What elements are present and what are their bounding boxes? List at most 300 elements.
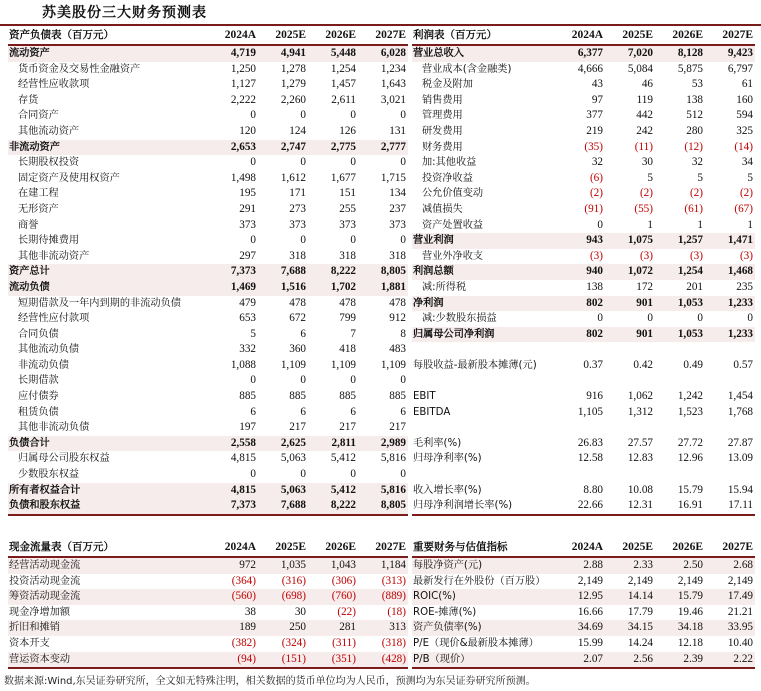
row-value: 3,021: [380, 93, 406, 106]
row-label: 非流动资产: [8, 140, 208, 156]
row-value: 1,184: [358, 557, 408, 574]
row-value: 478: [289, 296, 306, 309]
row-value: 1,469: [208, 280, 258, 296]
table-row: [412, 62, 755, 78]
row-label: 所有者权益合计: [8, 483, 208, 499]
row-value: 6,797: [727, 62, 753, 75]
row-label: 商誉: [18, 219, 39, 231]
row-value: 1,072: [605, 264, 655, 280]
table-row: [412, 405, 755, 421]
row-value: 478: [389, 296, 406, 309]
row-label: 负债和股东权益: [8, 498, 208, 515]
row-label: 经营活动现金流: [8, 557, 208, 574]
row-value: 373: [339, 218, 356, 231]
row-value: 672: [289, 312, 306, 325]
row-value: 1,233: [705, 296, 755, 312]
row-value: (67): [734, 202, 753, 215]
row-value: (2): [739, 187, 753, 200]
table-row: [8, 108, 408, 124]
row-value: [705, 342, 755, 358]
row-label: 货币资金及交易性金融资产: [18, 63, 141, 75]
table-row: [412, 636, 755, 652]
row-value: 5,875: [677, 62, 703, 75]
table-row: [412, 557, 755, 574]
row-value: 38: [244, 605, 256, 618]
table-row: [412, 436, 755, 452]
row-value: 1,254: [330, 62, 356, 75]
row-label: ROIC(%): [412, 589, 555, 605]
row-value: 885: [339, 390, 356, 403]
row-value: 943: [555, 233, 605, 249]
table-row: [8, 124, 408, 140]
table-row: [8, 574, 408, 590]
table-row: [412, 652, 755, 669]
row-value: 1,242: [677, 390, 703, 403]
table-row: [8, 589, 408, 605]
table-row: [8, 405, 408, 421]
row-value: 0.42: [633, 358, 653, 371]
row-label: 减:所得税: [422, 281, 467, 293]
row-value: [605, 373, 655, 389]
row-value: 1,075: [605, 233, 655, 249]
row-value: 2.39: [655, 652, 705, 669]
row-value: 7,373: [208, 264, 258, 280]
row-value: 134: [389, 187, 406, 200]
table-row: [412, 451, 755, 467]
row-label: 净利润: [412, 296, 555, 312]
table-row: [412, 327, 755, 343]
row-value: 8: [400, 327, 406, 340]
row-value: 6: [250, 405, 256, 418]
row-value: 1,127: [230, 78, 256, 91]
year-header: 2025E: [605, 26, 655, 45]
row-value: 197: [239, 421, 256, 434]
row-label: 投资活动现金流: [9, 575, 81, 587]
row-value: 242: [636, 124, 653, 137]
row-label: 减值损失: [422, 203, 463, 215]
row-value: 195: [239, 187, 256, 200]
row-value: 61: [741, 78, 753, 91]
row-value: [705, 420, 755, 436]
row-value: 6: [300, 327, 306, 340]
row-value: 9,423: [705, 45, 755, 62]
row-value: 802: [555, 327, 605, 343]
row-value: 1,643: [380, 78, 406, 91]
table-header-title: 现金流量表（百万元）: [8, 538, 208, 557]
row-value: 297: [239, 249, 256, 262]
row-value: 885: [389, 390, 406, 403]
row-label: 每股收益-最新股本摊薄(元): [413, 359, 537, 371]
row-value: 479: [239, 296, 256, 309]
row-value: 1,233: [705, 327, 755, 343]
row-value: 15.94: [727, 483, 753, 496]
row-label: 营业利润: [412, 233, 555, 249]
row-value: 126: [339, 124, 356, 137]
row-value: 1,457: [330, 78, 356, 91]
row-value: 1,278: [280, 62, 306, 75]
row-value: 373: [289, 218, 306, 231]
row-label: 现金净增加额: [9, 606, 71, 618]
row-value: 280: [686, 124, 703, 137]
row-value: 332: [239, 343, 256, 356]
row-value: 8,805: [358, 498, 408, 515]
table-row: [8, 45, 408, 62]
row-value: 5: [697, 171, 703, 184]
row-label: 其他非流动负债: [18, 422, 90, 434]
row-value: 318: [339, 249, 356, 262]
table-row: [8, 93, 408, 109]
table-header-title: 利润表（百万元）: [412, 26, 555, 45]
year-header: 2024A: [208, 538, 258, 557]
row-value: (316): [281, 574, 306, 587]
row-value: 313: [358, 620, 408, 636]
row-value: 2,222: [230, 93, 256, 106]
row-label: 财务费用: [422, 141, 463, 153]
row-value: (698): [258, 589, 308, 605]
row-label: 营业总收入: [412, 45, 555, 62]
row-value: 0: [250, 109, 256, 122]
row-value: 0: [350, 234, 356, 247]
row-value: 120: [239, 124, 256, 137]
row-label: 归属母公司股东权益: [18, 453, 110, 465]
table-row: [8, 77, 408, 93]
row-value: 901: [605, 327, 655, 343]
table-row: [412, 218, 755, 234]
row-value: 325: [736, 124, 753, 137]
table-row: [412, 342, 755, 358]
row-value: (14): [734, 140, 753, 153]
row-value: (2): [639, 187, 653, 200]
row-value: 1,250: [230, 62, 256, 75]
row-value: 30: [294, 605, 306, 618]
row-value: 1,468: [705, 264, 755, 280]
row-value: 21.21: [727, 605, 753, 618]
row-value: 2,149: [627, 574, 653, 587]
row-label: P/E（现价&最新股本摊薄）: [413, 637, 539, 649]
row-value: 43: [591, 78, 603, 91]
row-value: 0: [300, 468, 306, 481]
row-value: (760): [308, 589, 358, 605]
table-row: [8, 483, 408, 499]
row-value: 1,053: [655, 327, 705, 343]
row-value: 5: [647, 171, 653, 184]
row-value: [555, 420, 605, 436]
row-value: 124: [289, 124, 306, 137]
row-value: 1,105: [577, 405, 603, 418]
row-value: [605, 420, 655, 436]
row-value: (351): [308, 652, 358, 669]
row-value: (18): [387, 605, 406, 618]
row-value: 802: [555, 296, 605, 312]
table-row: [412, 186, 755, 202]
row-value: 1: [697, 218, 703, 231]
row-label: 归属母公司净利润: [412, 327, 555, 343]
row-value: (428): [358, 652, 408, 669]
table-row: [8, 358, 408, 374]
row-value: 15.79: [677, 483, 703, 496]
row-value: 1,498: [230, 171, 256, 184]
table-row: [8, 171, 408, 187]
row-value: 131: [389, 124, 406, 137]
row-value: 27.57: [627, 436, 653, 449]
row-value: (55): [634, 202, 653, 215]
table-header-title: 资产负债表（百万元）: [8, 26, 208, 45]
table-row: [8, 233, 408, 249]
row-value: 5: [250, 327, 256, 340]
row-label: 毛利率(%): [413, 437, 462, 449]
row-label: 固定资产及使用权资产: [18, 172, 120, 184]
row-label: ROE-摊薄(%): [413, 606, 477, 618]
row-label: 资产总计: [8, 264, 208, 280]
row-value: 2.07: [555, 652, 605, 669]
table-row: [412, 171, 755, 187]
row-label: 归母净利率(%): [413, 453, 482, 465]
row-value: (12): [684, 140, 703, 153]
row-value: 8,805: [358, 264, 408, 280]
year-header: 2024A: [208, 26, 258, 45]
row-value: [655, 373, 705, 389]
row-label: 研发费用: [422, 125, 463, 137]
row-value: 250: [258, 620, 308, 636]
row-value: [605, 342, 655, 358]
year-header: 2025E: [258, 26, 308, 45]
row-label: 合同资产: [18, 110, 59, 122]
row-value: 1,881: [358, 280, 408, 296]
row-value: 12.18: [677, 636, 703, 649]
row-value: 15.99: [577, 636, 603, 649]
row-value: 0: [400, 234, 406, 247]
row-value: 373: [389, 218, 406, 231]
row-value: 32: [691, 156, 703, 169]
row-value: 885: [239, 390, 256, 403]
year-header: 2024A: [555, 538, 605, 557]
row-value: 1,516: [258, 280, 308, 296]
row-value: (364): [231, 574, 256, 587]
row-value: 4,666: [577, 62, 603, 75]
row-value: [655, 467, 705, 483]
table-row: [412, 249, 755, 265]
row-value: 360: [289, 343, 306, 356]
table-header-row: [412, 538, 755, 557]
table-row: [8, 557, 408, 574]
row-value: 901: [605, 296, 655, 312]
row-value: 189: [208, 620, 258, 636]
row-label: 租赁负债: [18, 406, 59, 418]
table-row: [8, 636, 408, 652]
row-value: 4,941: [258, 45, 308, 62]
row-value: (11): [634, 140, 653, 153]
table-row: [412, 311, 755, 327]
row-value: 16.91: [655, 498, 705, 515]
year-header: 2027E: [358, 538, 408, 557]
row-value: 34.15: [605, 620, 655, 636]
row-label: 长期待摊费用: [18, 235, 80, 247]
row-value: 2,777: [358, 140, 408, 156]
row-value: 1,454: [727, 390, 753, 403]
table-row: [8, 373, 408, 389]
row-value: 30: [641, 156, 653, 169]
row-value: 2,149: [727, 574, 753, 587]
row-value: 0: [250, 374, 256, 387]
row-value: (6): [589, 171, 603, 184]
row-value: 912: [389, 312, 406, 325]
row-value: 237: [389, 202, 406, 215]
table-row: [8, 186, 408, 202]
table-row: [8, 296, 408, 312]
row-value: 26.83: [577, 436, 603, 449]
row-value: 7,688: [258, 498, 308, 515]
row-value: 2,149: [577, 574, 603, 587]
row-label: 经营性应收款项: [18, 79, 90, 91]
row-value: 0: [300, 374, 306, 387]
year-header: 2025E: [258, 538, 308, 557]
row-value: 34.18: [655, 620, 705, 636]
row-value: 5,412: [308, 483, 358, 499]
table-row: [8, 389, 408, 405]
row-value: (560): [208, 589, 258, 605]
row-value: 97: [591, 93, 603, 106]
row-value: 1,053: [655, 296, 705, 312]
row-label: 无形资产: [18, 203, 59, 215]
row-value: 5,063: [258, 483, 308, 499]
row-value: 138: [686, 93, 703, 106]
row-value: 1,523: [677, 405, 703, 418]
row-value: 5,063: [280, 452, 306, 465]
year-header: 2025E: [605, 538, 655, 557]
row-value: 17.49: [705, 589, 755, 605]
year-header: 2027E: [705, 26, 755, 45]
row-value: 0: [300, 234, 306, 247]
row-value: (889): [358, 589, 408, 605]
row-value: 2,611: [331, 93, 356, 106]
row-value: 0: [250, 468, 256, 481]
year-header: 2026E: [308, 26, 358, 45]
row-value: 377: [586, 109, 603, 122]
table-row: [412, 140, 755, 156]
row-value: 33.95: [705, 620, 755, 636]
row-value: 2,653: [208, 140, 258, 156]
row-value: [655, 420, 705, 436]
row-value: 0: [597, 218, 603, 231]
row-value: 2,747: [258, 140, 308, 156]
table-row: [8, 218, 408, 234]
row-value: 1,088: [230, 358, 256, 371]
row-label: 收入增长率(%): [413, 484, 482, 496]
row-value: 5,816: [358, 483, 408, 499]
table-row: [412, 93, 755, 109]
row-value: 0.57: [733, 358, 753, 371]
row-value: 483: [389, 343, 406, 356]
row-value: 172: [636, 280, 653, 293]
row-value: (3): [639, 249, 653, 262]
row-value: [605, 467, 655, 483]
row-value: 201: [686, 280, 703, 293]
row-value: 16.66: [577, 605, 603, 618]
row-label: 短期借款及一年内到期的非流动负债: [18, 297, 181, 309]
table-row: [8, 605, 408, 621]
row-value: 217: [289, 421, 306, 434]
row-label: 最新发行在外股份（百万股）: [413, 575, 546, 587]
row-value: 1,702: [308, 280, 358, 296]
income-statement-table: [412, 26, 755, 516]
row-label: 流动资产: [8, 45, 208, 62]
table-row: [8, 420, 408, 436]
row-value: [555, 342, 605, 358]
row-label: 折旧和摊销: [8, 620, 208, 636]
row-label: 资产处置收益: [422, 219, 484, 231]
row-value: 0: [350, 156, 356, 169]
row-value: (94): [208, 652, 258, 669]
row-value: 10.08: [627, 483, 653, 496]
row-value: (3): [689, 249, 703, 262]
row-value: 0: [250, 234, 256, 247]
row-label: 合同负债: [18, 328, 59, 340]
table-row: [412, 155, 755, 171]
table-row: [8, 311, 408, 327]
row-label: 其他流动负债: [18, 344, 80, 356]
row-value: 1: [747, 218, 753, 231]
row-value: 2.56: [605, 652, 655, 669]
table-row: [412, 605, 755, 621]
row-label: 少数股东权益: [18, 469, 80, 481]
row-value: 1,109: [330, 358, 356, 371]
table-row: [8, 620, 408, 636]
row-value: 2,989: [358, 436, 408, 452]
row-label: 营运资本变动: [8, 652, 208, 669]
row-value: 512: [686, 109, 703, 122]
row-value: 7: [350, 327, 356, 340]
table-row: [412, 77, 755, 93]
row-value: 318: [289, 249, 306, 262]
row-value: 2,811: [308, 436, 358, 452]
row-label: 资产负债率(%): [412, 620, 555, 636]
row-label: 投资净收益: [422, 172, 473, 184]
table-row: [412, 373, 755, 389]
row-value: 2.50: [655, 557, 705, 574]
row-value: 799: [339, 312, 356, 325]
row-value: 13.09: [727, 452, 753, 465]
row-value: 1,035: [258, 557, 308, 574]
row-value: 8.80: [583, 483, 603, 496]
row-label: 经营性应付款项: [18, 313, 90, 325]
row-value: 0: [597, 312, 603, 325]
table-row: [412, 420, 755, 436]
row-value: 7,373: [208, 498, 258, 515]
row-value: 281: [308, 620, 358, 636]
table-row: [412, 467, 755, 483]
table-row: [8, 202, 408, 218]
row-value: 32: [591, 156, 603, 169]
row-value: (306): [331, 574, 356, 587]
row-value: (22): [337, 605, 356, 618]
row-value: 1,043: [308, 557, 358, 574]
row-value: 0: [350, 374, 356, 387]
table-row: [412, 233, 755, 249]
row-value: 119: [636, 93, 653, 106]
row-value: 6: [400, 405, 406, 418]
row-value: 916: [586, 390, 603, 403]
row-label: 减:少数股东损益: [422, 313, 497, 325]
row-value: 12.58: [577, 452, 603, 465]
row-label: P/B（现价）: [412, 652, 555, 669]
row-value: 7,688: [258, 264, 308, 280]
row-label: 负债合计: [8, 436, 208, 452]
row-value: 0: [400, 468, 406, 481]
row-value: (324): [281, 636, 306, 649]
row-value: 217: [389, 421, 406, 434]
row-value: 5,084: [627, 62, 653, 75]
table-row: [412, 296, 755, 312]
